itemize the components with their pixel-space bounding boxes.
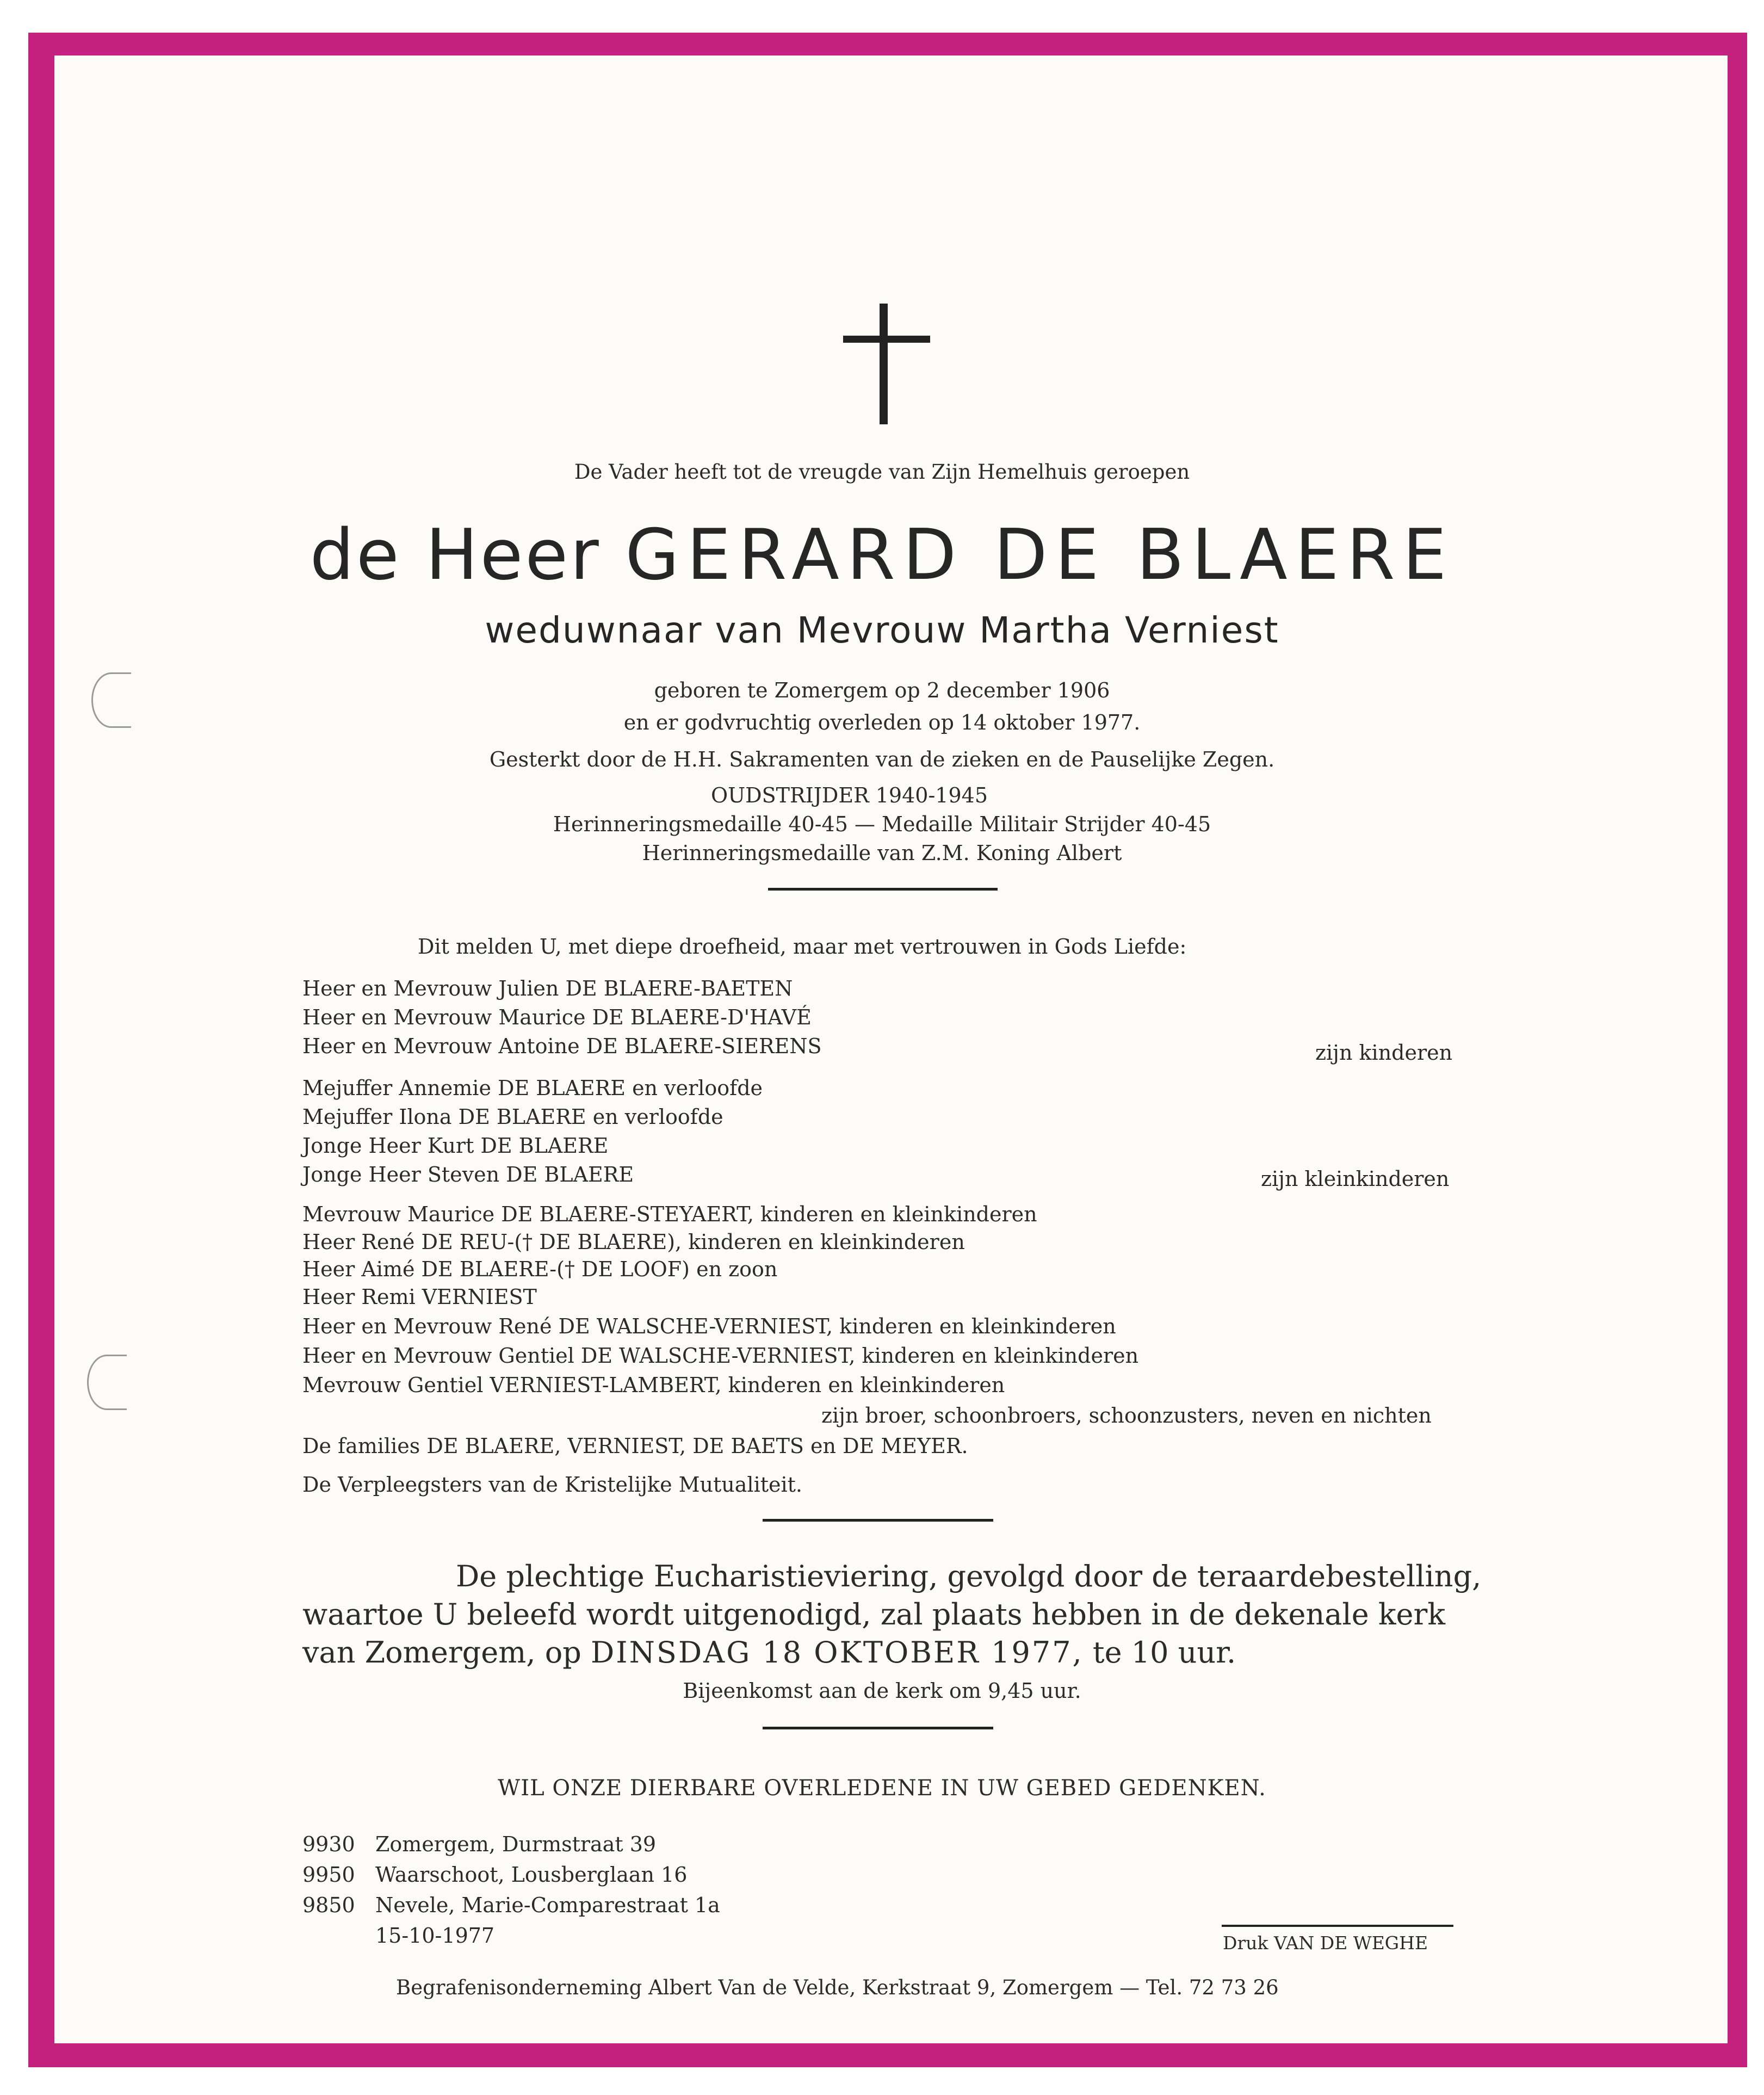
list-item: Mejuffer Ilona DE BLAERE en verloofde	[302, 1105, 723, 1129]
list-item: Heer en Mevrouw Julien DE BLAERE-BAETEN	[302, 977, 793, 1000]
date-line: 15-10-1977	[375, 1924, 495, 1948]
divider	[768, 888, 998, 891]
address-text: Nevele, Marie-Comparestraat 1a	[375, 1893, 720, 1917]
list-item: Heer en Mevrouw Antoine DE BLAERE-SIERENS	[302, 1034, 822, 1058]
list-item: Heer Aimé DE BLAERE-(† DE LOOF) en zoon	[302, 1257, 778, 1281]
title-prefix: de Heer	[310, 515, 601, 596]
ceremony-line-3	[302, 1635, 1236, 1670]
printer-line: Druk VAN DE WEGHE	[1223, 1932, 1428, 1954]
list-item: Heer en Mevrouw René DE WALSCHE-VERNIEST, kinderen en kleinkinderen	[302, 1314, 1116, 1338]
born-line: geboren te Zomergem op 2 december 1906	[654, 678, 1110, 702]
nurses-line: De Verpleegsters van de Kristelijke Mutualiteit.	[302, 1473, 802, 1497]
list-item: Heer en Mevrouw Maurice DE BLAERE-D'HAVÉ	[302, 1005, 812, 1029]
relatives-label: zijn broer, schoonbroers, schoonzusters, neven en nichten	[821, 1404, 1432, 1427]
ceremony-date: DINSDAG 18 OKTOBER 1977,	[590, 1635, 1084, 1670]
list-item: Jonge Heer Steven DE BLAERE	[302, 1163, 634, 1186]
divider	[763, 1519, 993, 1522]
ceremony-line-2: waartoe U beleefd wordt uitgenodigd, zal plaats hebben in de dekenale kerk	[302, 1597, 1446, 1631]
sacraments-line: Gesterkt door de H.H. Sakramenten van de zieken en de Pauselijke Zegen.	[489, 747, 1275, 771]
divider	[763, 1727, 993, 1729]
address-code: 9950	[302, 1863, 355, 1887]
address-code: 9930	[302, 1832, 355, 1856]
announce-line: Dit melden U, met diepe droefheid, maar met vertrouwen in Gods Liefde:	[418, 935, 1187, 959]
medals-line-2: Herinneringsmedaille van Z.M. Koning Albert	[642, 841, 1122, 865]
cross-icon	[880, 304, 888, 424]
undertaker-line: Begrafenisonderneming Albert Van de Velde, Kerkstraat 9, Zomergem — Tel. 72 73 26	[396, 1976, 1279, 1999]
list-item: Jonge Heer Kurt DE BLAERE	[302, 1134, 609, 1158]
address-text: Zomergem, Durmstraat 39	[375, 1832, 657, 1856]
subtitle: weduwnaar van Mevrouw Martha Verniest	[485, 609, 1279, 651]
list-item: Mevrouw Maurice DE BLAERE-STEYAERT, kinderen en kleinkinderen	[302, 1202, 1037, 1226]
printer-rule	[1222, 1925, 1453, 1927]
intro-line: De Vader heeft tot de vreugde van Zijn Hemelhuis geroepen	[574, 460, 1190, 484]
gathering-line: Bijeenkomst aan de kerk om 9,45 uur.	[683, 1679, 1081, 1703]
ceremony-place: van Zomergem, op	[302, 1635, 581, 1670]
list-item: Heer René DE REU-(† DE BLAERE), kinderen en kleinkinderen	[302, 1230, 965, 1254]
children-label: zijn kinderen	[1315, 1041, 1453, 1065]
ceremony-time: te 10 uur.	[1092, 1635, 1236, 1670]
died-line: en er godvruchtig overleden op 14 oktober 1977.	[623, 710, 1141, 734]
cross-icon-bar	[843, 336, 930, 343]
address-code: 9850	[302, 1893, 355, 1917]
families-line: De families DE BLAERE, VERNIEST, DE BAETS en DE MEYER.	[302, 1434, 968, 1458]
list-item: Heer Remi VERNIEST	[302, 1285, 537, 1309]
deceased-name	[0, 515, 1764, 596]
list-item: Mejuffer Annemie DE BLAERE en verloofde	[302, 1076, 763, 1100]
address-text: Waarschoot, Lousberglaan 16	[375, 1863, 688, 1887]
list-item: Heer en Mevrouw Gentiel DE WALSCHE-VERNIEST, kinderen en kleinkinderen	[302, 1344, 1139, 1368]
grandchildren-label: zijn kleinkinderen	[1261, 1167, 1450, 1191]
list-item: Mevrouw Gentiel VERNIEST-LAMBERT, kinderen en kleinkinderen	[302, 1373, 1005, 1397]
punch-hole-icon	[87, 1355, 127, 1410]
medals-line-1: Herinneringsmedaille 40-45 — Medaille Militair Strijder 40-45	[553, 812, 1211, 836]
prayer-line: WIL ONZE DIERBARE OVERLEDENE IN UW GEBED GEDENKEN.	[498, 1776, 1266, 1801]
ceremony-line-1: De plechtige Eucharistieviering, gevolgd door de teraardebestelling,	[456, 1559, 1482, 1593]
title-name: GERARD DE BLAERE	[625, 515, 1454, 596]
veteran-line: OUDSTRIJDER 1940-1945	[710, 783, 988, 807]
